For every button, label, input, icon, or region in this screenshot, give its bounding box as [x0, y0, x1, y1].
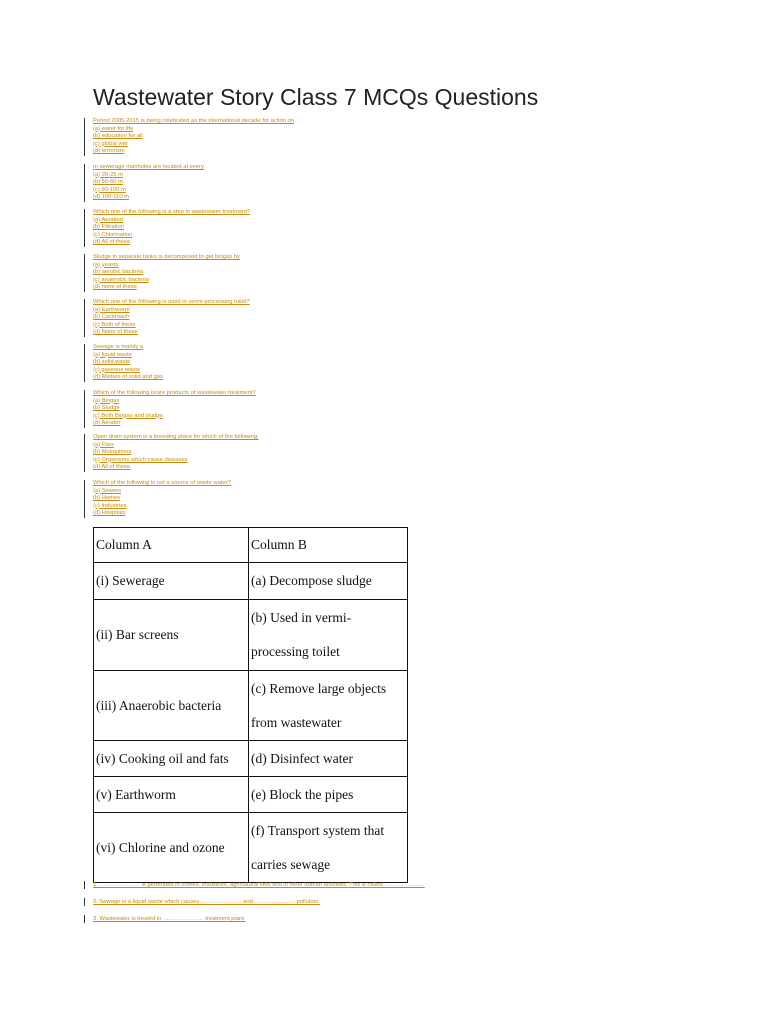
- table-cell: (ii) Bar screens: [94, 600, 249, 671]
- match-table: [93, 527, 408, 883]
- mcq-option[interactable]: (d) none of these: [93, 284, 137, 290]
- mcq-option[interactable]: (b) Homes: [93, 495, 121, 501]
- table-row: [94, 528, 408, 563]
- mcq-block-1: [84, 118, 294, 156]
- mcq-option[interactable]: (d) All of these: [93, 239, 131, 245]
- match-table-image: [90, 524, 410, 882]
- table-cell: (vi) Chlorine and ozone: [94, 813, 249, 883]
- mcq-option[interactable]: (a) 20-25 m: [93, 171, 123, 178]
- mcq-option[interactable]: (a) yeasts: [93, 261, 119, 268]
- mcq-option[interactable]: (d) None of these: [93, 329, 138, 335]
- mcq-option[interactable]: (d) 100-110 m: [93, 194, 129, 200]
- fill-blank-3[interactable]: 3. Wastewater is treated in ………………… treatment plant.: [84, 915, 246, 923]
- mcq-option[interactable]: (c) Industries: [93, 502, 127, 509]
- mcq-question-5[interactable]: Which one of the following is used in vermi-processing toilet?: [93, 299, 250, 305]
- mcq-option[interactable]: (d) All of these: [93, 464, 131, 470]
- mcq-option[interactable]: (a) liquid waste: [93, 351, 132, 358]
- mcq-question-3[interactable]: Which one of the following is a step in wastewater treatment?: [93, 209, 251, 215]
- page-title: Wastewater Story Class 7 MCQs Questions: [93, 84, 539, 110]
- table-cell: (iv) Cooking oil and fats: [94, 741, 249, 777]
- mcq-option[interactable]: (b) Filtration: [93, 224, 124, 230]
- mcq-option[interactable]: (c) Both of these: [93, 321, 136, 328]
- mcq-option[interactable]: (c) global war: [93, 140, 128, 147]
- mcq-option[interactable]: (c) Both Biogas and sludge: [93, 412, 163, 419]
- table-header-cell: Column B: [249, 528, 408, 563]
- mcq-block-3: [84, 209, 250, 247]
- table-cell: (v) Earthworm: [94, 777, 249, 813]
- mcq-option[interactable]: (c) gaseous waste: [93, 366, 141, 373]
- mcq-option[interactable]: (d) Mixture of solid and gas: [93, 374, 163, 380]
- table-cell: (iii) Anaerobic bacteria: [94, 671, 249, 741]
- mcq-option[interactable]: (d) Hospitals: [93, 510, 126, 516]
- table-cell: (e) Block the pipes: [249, 777, 408, 813]
- mcq-block-9: [84, 480, 231, 518]
- mcq-option[interactable]: (a) Flies: [93, 441, 114, 448]
- mcq-option[interactable]: (d) terrorism: [93, 148, 125, 154]
- table-header-cell: Column A: [94, 528, 249, 563]
- mcq-option[interactable]: (b) solid waste: [93, 359, 131, 365]
- mcq-block-5: [84, 299, 250, 337]
- table-row: [94, 777, 408, 813]
- mcq-option[interactable]: (a) Sewers: [93, 487, 122, 494]
- mcq-block-7: [84, 390, 256, 428]
- mcq-option[interactable]: (b) Cockroach: [93, 314, 130, 320]
- table-row: [94, 671, 408, 741]
- mcq-option[interactable]: (b) Sludge: [93, 405, 120, 411]
- table-row: [94, 741, 408, 777]
- mcq-option[interactable]: (b) 50-60 m: [93, 179, 123, 185]
- mcq-question-9[interactable]: Which of the following is not a source of waste water?: [93, 480, 231, 486]
- table-cell: (c) Remove large objects from wastewater: [249, 671, 408, 741]
- table-row: [94, 563, 408, 600]
- table-row: [94, 600, 408, 671]
- mcq-option[interactable]: (d) Aerator: [93, 420, 121, 426]
- table-cell: (b) Used in vermi-processing toilet: [249, 600, 408, 671]
- mcq-question-4[interactable]: Sludge in separate tanks is decomposed to get biogas by: [93, 254, 240, 260]
- table-cell: (a) Decompose sludge: [249, 563, 408, 600]
- table-cell: (f) Transport system that carries sewage: [249, 813, 408, 883]
- mcq-block-4: [84, 254, 240, 292]
- fill-blank-2[interactable]: 2. Sewage is a liquid waste which causes ………………… and ………………… pollution.: [84, 898, 320, 906]
- mcq-option[interactable]: (a) Aeration: [93, 216, 123, 223]
- table-row: [94, 813, 408, 883]
- mcq-option[interactable]: (a) Biogas: [93, 397, 120, 404]
- mcq-option[interactable]: (a) water for life: [93, 125, 134, 132]
- mcq-option[interactable]: (b) education for all: [93, 133, 143, 139]
- mcq-question-8[interactable]: Open drain system is a breeding place for which of the following:: [93, 434, 259, 440]
- mcq-question-1[interactable]: Period 2005-2015 is being celebrated as the international decade for action on: [93, 118, 295, 124]
- mcq-option[interactable]: (c) anaerobic bacteria: [93, 276, 150, 283]
- table-cell: (d) Disinfect water: [249, 741, 408, 777]
- table-cell: (i) Sewerage: [94, 563, 249, 600]
- mcq-block-2: [84, 164, 204, 202]
- mcq-question-2[interactable]: In sewerage manholes are located at every: [93, 164, 204, 170]
- mcq-option[interactable]: (b) Mosquitoes: [93, 449, 132, 455]
- mcq-option[interactable]: (c) Chlorination: [93, 231, 133, 238]
- mcq-block-6: [84, 344, 163, 382]
- mcq-question-6[interactable]: Sewage is mainly a: [93, 344, 143, 350]
- mcq-question-7[interactable]: Which of the following is/are products of wastewater treatment?: [93, 390, 256, 396]
- mcq-option[interactable]: (c) 90-100 m: [93, 186, 126, 193]
- mcq-option[interactable]: (a) Earthworm: [93, 306, 130, 313]
- mcq-block-8: [84, 434, 259, 472]
- fill-blank-1[interactable]: 1. ………………… is generated in homes, industries, agricultural field and in other human activities. This is called …………………: [84, 881, 425, 889]
- mcq-option[interactable]: (b) aerobic bacteria: [93, 269, 143, 275]
- mcq-option[interactable]: (c) Organisms which cause diseases: [93, 456, 188, 463]
